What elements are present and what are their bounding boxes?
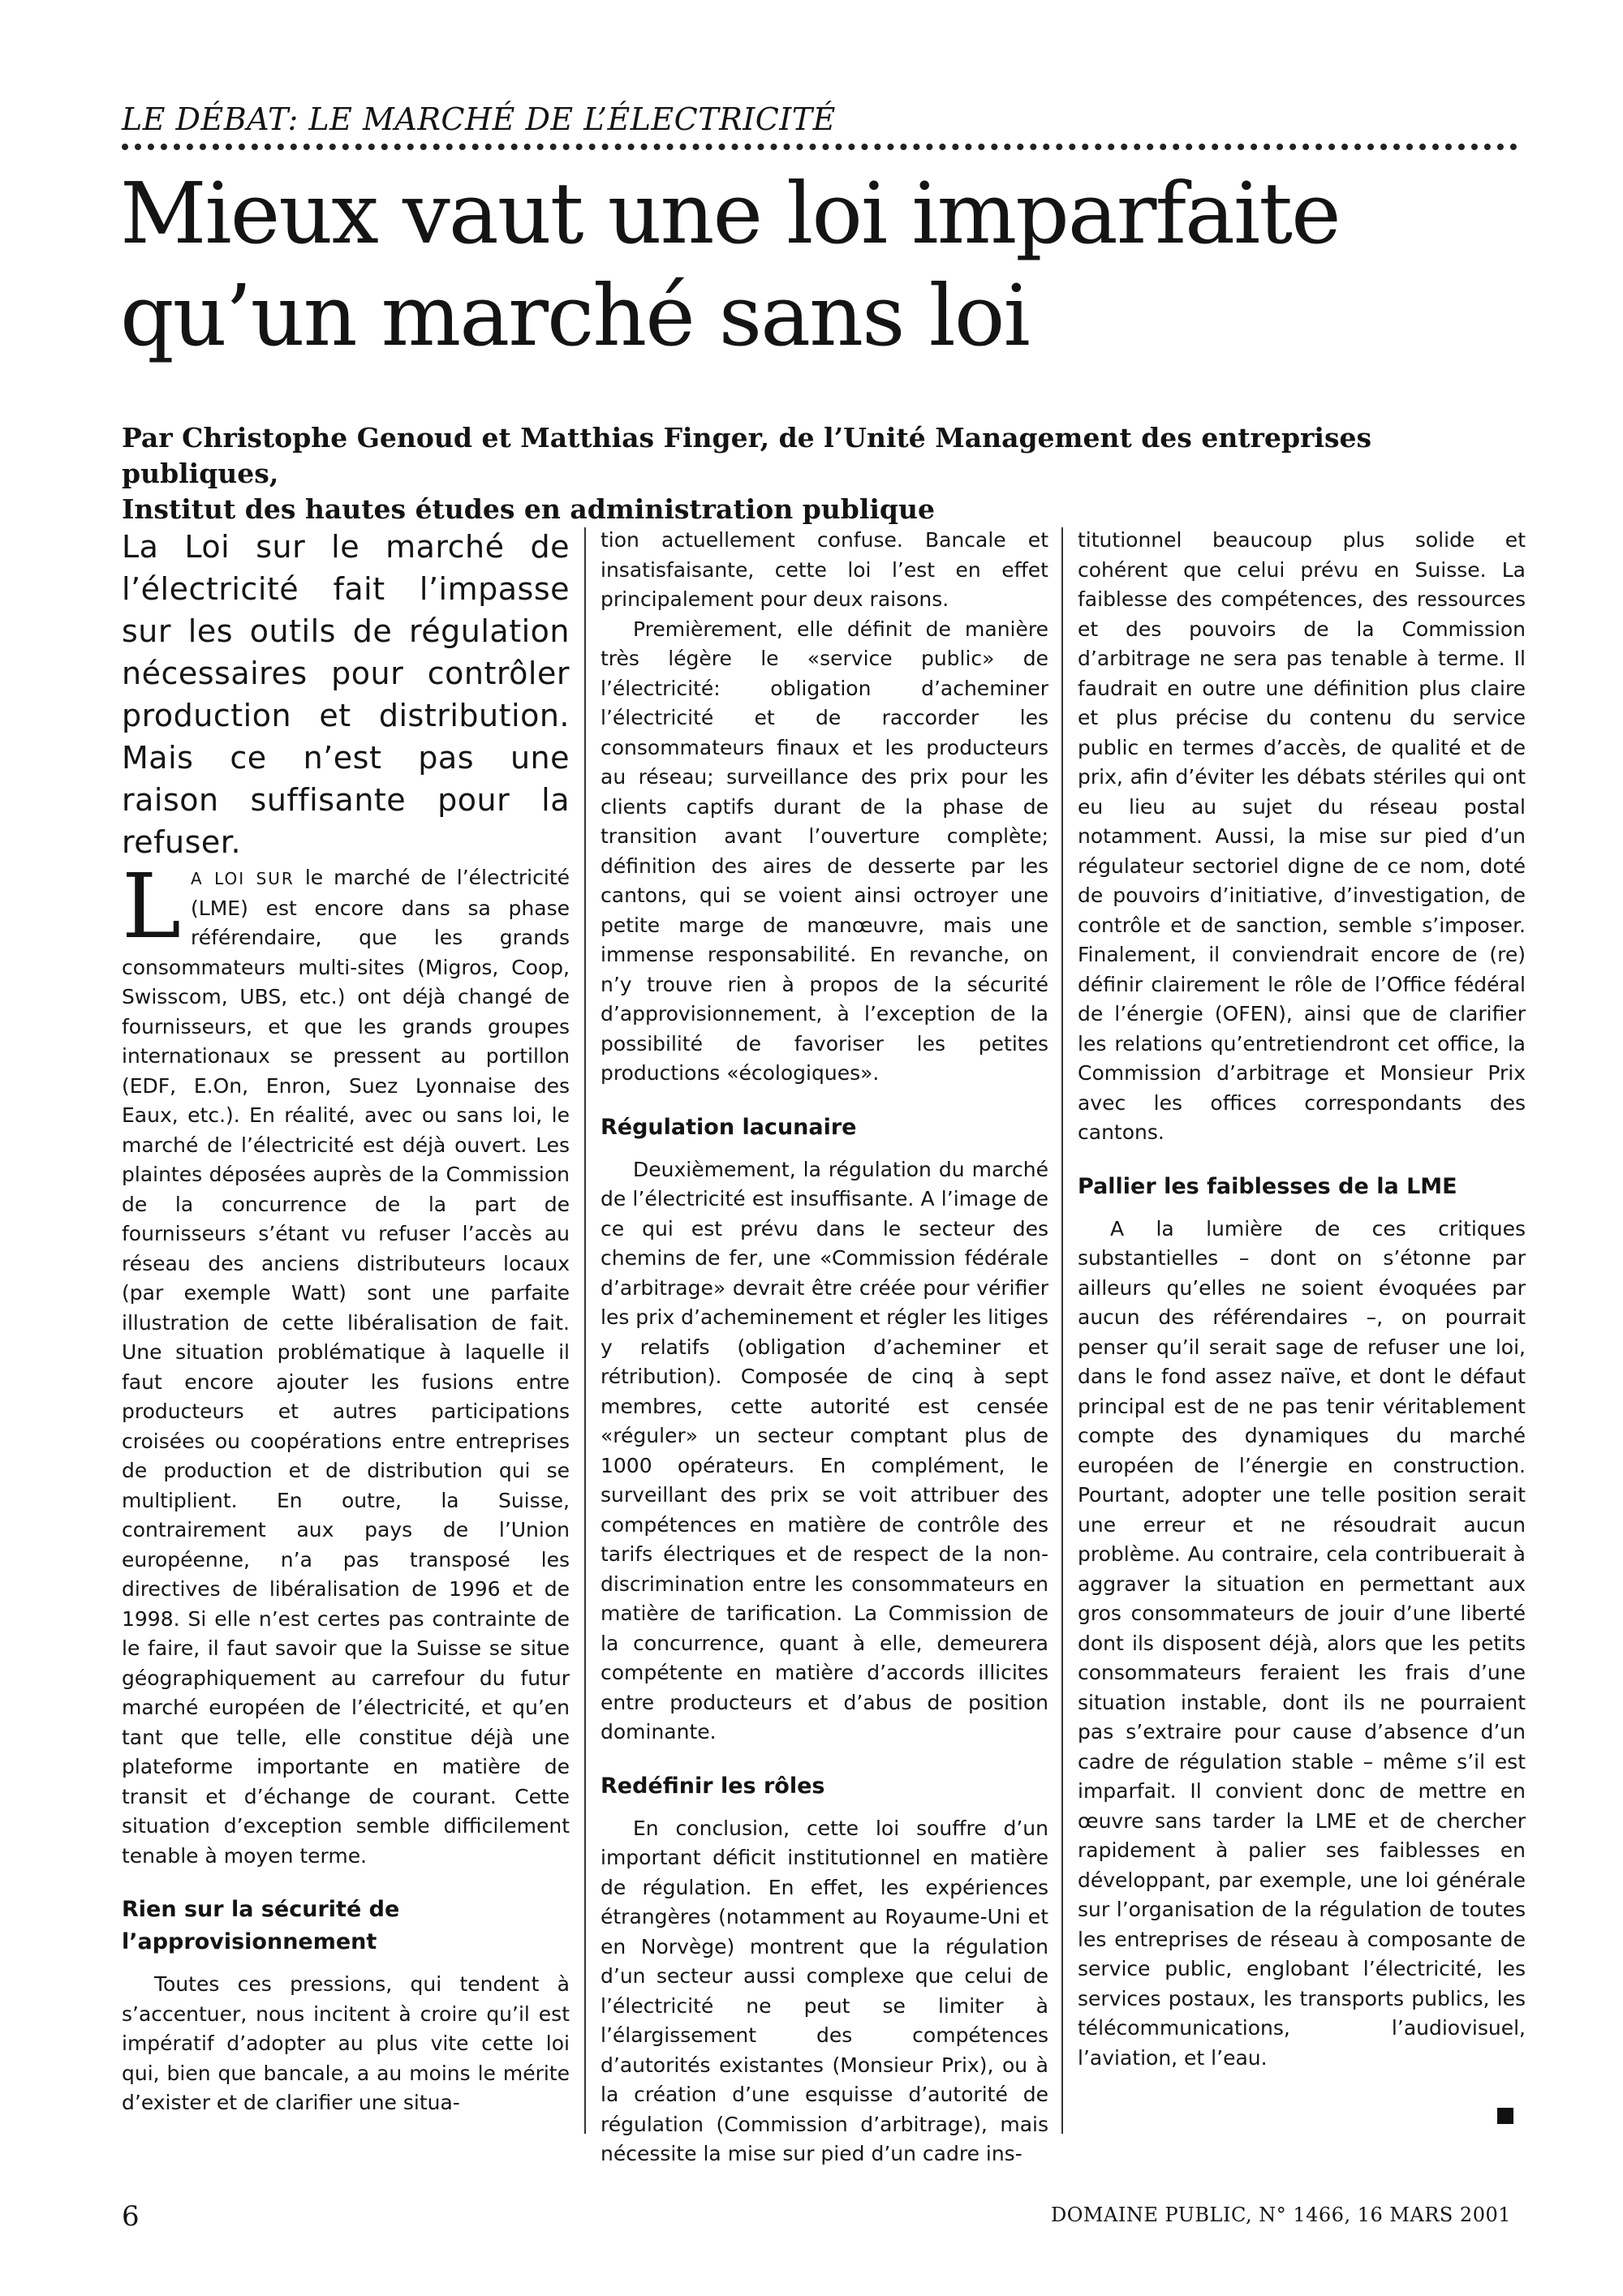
body-paragraph [122,854,570,1871]
subheading: Rien sur la sécurité de l’approvisionnement [122,1897,400,1954]
end-mark-icon [1497,2108,1513,2124]
headline [120,162,1516,367]
body-paragraph: A la lumière de ces critiques substantielles – dont on s’étonne par ailleurs qu’elles ne soient évoquées par aucun des référendaires –, on pourrait penser qu’il serait sage de refuser une loi, dans le fond assez naïve, et dont le défaut principal est de ne pas tenir véritablement compte des dynamiques du marché européen de l’énergie en construction. Pourtant, adopter une telle position serait une erreur et ne résoudrait aucun problème. Au contraire, cela contribuerait à aggraver la situation en permettant aux gros consommateurs de jouir d’une liberté dont ils disposent déjà, alors que les petits consommateurs feraient les frais d’une situation instable, dont ils ne pourraient pas s’extraire pour cause d’absence d’un cadre de régulation stable – même s’il est imparfait. Il convient donc de mettre en œuvre sans tarder la LME et de chercher rapidement à palier ses faiblesses en développant, par exemple, une loi générale sur l’organisation de la régulation de toutes les entreprises de réseau à composante de service public, englobant l’électricité, les services postaux, les transports publics, les télécommunications, l’audiovisuel, l’aviation, et l’eau. [1078,1216,1526,2070]
subheading: Pallier les faiblesses de la LME [1078,1173,1457,1199]
headline-line-2: qu’un marché sans loi [120,266,1029,365]
body-text: le marché de l’électricité (LME) est encore dans sa phase référendaire, que les grands consommateurs multi-sites (Migros, Coop, Swisscom, UBS, etc.) ont déjà changé de fournisseurs, et que les grands groupes internationaux se pressent au portillon (EDF, E.On, Enron, Suez Lyonnaise des Eaux, etc.). En réalité, avec ou sans loi, le marché de l’électricité est déjà ouvert. Les plaintes déposées auprès de la Commission de la concurrence de la part de fournisseurs s’étant vu refuser l’accès au réseau des anciens distributeurs locaux (par exemple Watt) sont une parfaite illustration de cette libéralisation de fait. Une situation problématique à laquelle il faut encore ajouter les fusions entre producteurs et autres participations croisées ou coopérations entre entreprises de production et de distribution qui se multiplient. En outre, la Suisse, contrairement aux pays de l’Union européenne, n’a pas transposé les directives de libéralisation de 1996 et de 1998. Si elle n’est certes pas contrainte de le faire, il faut savoir que la Suisse se situe géographiquement au carrefour du futur marché européen de l’électricité, et qu’en tant que telle, elle constitue déjà une plateforme importante en matière de transit et d’échange de courant. Cette situation d’exception semble difficilement tenable à moyen terme. [122,866,570,1868]
column-1 [122,526,570,2118]
drop-cap: L [122,854,182,958]
body-paragraph: titutionnel beaucoup plus solide et cohérent que celui prévu en Suisse. La faiblesse des compétences, des ressources et des pouvoirs de la Commission d’arbitrage ne sera pas tenable à terme. Il faudrait en outre une définition plus claire et plus précise du contenu du service public en termes d’accès, de qualité et de prix, afin d’éviter les débats stériles qui ont eu lieu au sujet du réseau postal notamment. Aussi, la mise sur pied d’un régulateur sectoriel digne de ce nom, doté de pouvoirs d’initiative, d’investigation, de contrôle et de sanction, semble s’imposer. Finalement, il conviendrait encore de (re) définir clairement le rôle de l’Office fédéral de l’énergie (OFEN), ainsi que de clarifier les relations qu’entretiendront cet office, la Commission d’arbitrage et Monsieur Prix avec les offices correspondants des cantons. [1078,528,1526,1144]
column-rule [1061,527,1063,2134]
body-paragraph: Toutes ces pressions, qui tendent à s’accentuer, nous incitent à croire qu’il est impératif d’adopter au plus vite cette loi qui, bien que bancale, a au moins le mérite d’exister et de clarifier une situa- [122,1972,570,2114]
body-paragraph: Premièrement, elle définit de manière très légère le «service public» de l’électricité: obligation d’acheminer l’électricité et de raccorder les consommateurs finaux et les producteurs au réseau; surveillance des prix pour les clients captifs durant de la phase de transition avant l’ouverture complète; définition des aires de desserte par les cantons, qui se voient ainsi octroyer une petite marge de manœuvre, mais une immense responsabilité. En revanche, on n’y trouve rien à propos de la sécurité d’approvisionnement, à l’exception de la possibilité de favoriser les petites productions «écologiques». [601,617,1048,1085]
lead-paragraph: La Loi sur le marché de l’électricité fait l’impasse sur les outils de régulation nécessaires pour contrôler production et distribution. Mais ce n’est pas une raison suffisante pour la refuser. [122,529,570,860]
body-paragraph: tion actuellement confuse. Bancale et insatisfaisante, cette loi l’est en effet principalement pour deux raisons. [601,528,1048,611]
byline-line-2: Institut des hautes études en administration publique [122,493,935,525]
byline [122,420,1534,527]
page-number: 6 [122,2200,140,2233]
lead-smallcaps: A LOI SUR [191,869,295,888]
publication-footer: DOMAINE PUBLIC, N° 1466, 16 MARS 2001 [1051,2204,1511,2226]
column-2 [601,526,1048,2169]
column-3 [1078,526,1526,2073]
column-rule [584,527,586,2134]
subheading: Redéfinir les rôles [601,1773,825,1799]
byline-line-1: Par Christophe Genoud et Matthias Finger, de l’Unité Management des entreprises publiques, [122,422,1372,489]
body-paragraph: En conclusion, cette loi souffre d’un important déficit institutionnel en matière de régulation. En effet, les expériences étrangères (notamment au Royaume-Uni et en Norvège) montrent que la régulation d’un secteur aussi complexe que celui de l’électricité ne peut se limiter à l’élargissement des compétences d’autorités existantes (Monsieur Prix), ou à la création d’une esquisse d’autorité de régulation (Commission d’arbitrage), mais nécessite la mise sur pied d’un cadre ins- [601,1816,1048,2165]
subheading: Régulation lacunaire [601,1114,857,1140]
section-rubric: LE DÉBAT: LE MARCHÉ DE L’ÉLECTRICITÉ [122,101,1518,150]
headline-line-1: Mieux vaut une loi imparfaite [120,164,1340,263]
body-paragraph: Deuxièmement, la régulation du marché de l’électricité est insuffisante. A l’image de ce qui est prévu dans le secteur des chemins de fer, une «Commission fédérale d’arbitrage» devrait être créée pour vérifier les prix d’acheminement et régler les litiges y relatifs (obligation d’acheminer et rétribution). Composée de cinq à sept membres, cette autorité est censée «réguler» un secteur comptant plus de 1000 opérateurs. En complément, le surveillant des prix se voit attribuer des compétences en matière de contrôle des tarifs électriques et de respect de la non-discrimination entre les consommateurs en matière de tarification. La Commission de la concurrence, quant à elle, demeurera compétente en matière d’accords illicites entre producteurs et d’abus de position dominante. [601,1157,1048,1743]
